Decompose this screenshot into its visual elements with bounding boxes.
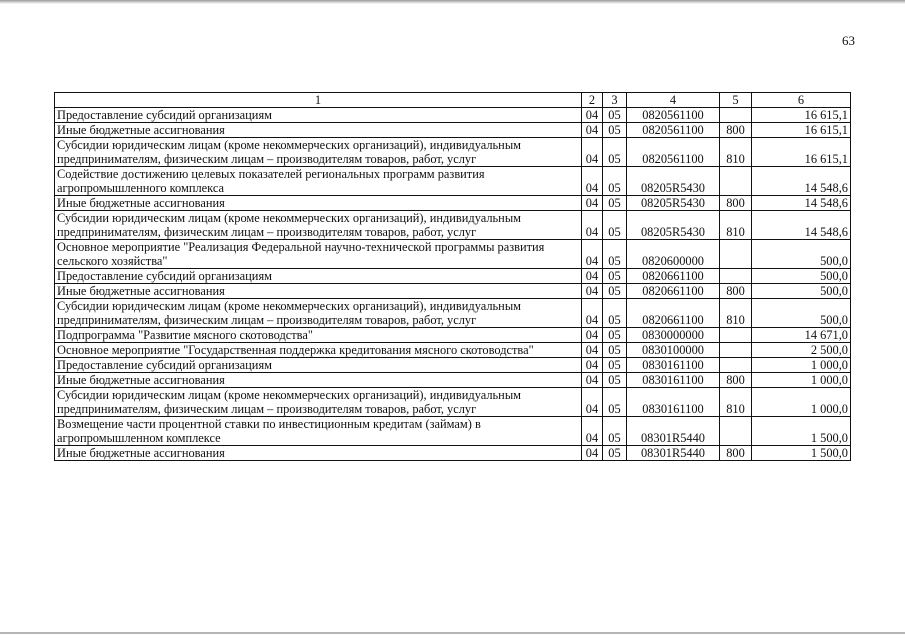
- table-row: [55, 240, 851, 269]
- row-amount-cell: 14 548,6: [752, 196, 851, 211]
- row-target-article-cell: 0830161100: [627, 388, 720, 417]
- row-name-cell: Предоставление субсидий организациям: [55, 108, 582, 123]
- row-expense-type-cell: 800: [720, 446, 752, 461]
- row-section-cell: 04: [582, 138, 603, 167]
- row-section-cell: 04: [582, 343, 603, 358]
- header-col-6: 6: [752, 93, 851, 108]
- row-amount-cell: 1 000,0: [752, 358, 851, 373]
- row-expense-type-cell: 800: [720, 373, 752, 388]
- row-subsection-cell: 05: [603, 167, 627, 196]
- row-amount-cell: 1 000,0: [752, 388, 851, 417]
- row-name-cell: Подпрограмма "Развитие мясного скотоводства": [55, 328, 582, 343]
- row-target-article-cell: 0820661100: [627, 284, 720, 299]
- table-row: [55, 269, 851, 284]
- row-subsection-cell: 05: [603, 108, 627, 123]
- row-subsection-cell: 05: [603, 123, 627, 138]
- row-expense-type-cell: 810: [720, 138, 752, 167]
- row-section-cell: 04: [582, 284, 603, 299]
- row-subsection-cell: 05: [603, 328, 627, 343]
- table-row: [55, 373, 851, 388]
- row-expense-type-cell: 800: [720, 284, 752, 299]
- row-name-cell: Иные бюджетные ассигнования: [55, 446, 582, 461]
- header-col-4: 4: [627, 93, 720, 108]
- row-expense-type-cell: [720, 240, 752, 269]
- row-subsection-cell: 05: [603, 417, 627, 446]
- row-amount-cell: 500,0: [752, 299, 851, 328]
- row-amount-cell: 2 500,0: [752, 343, 851, 358]
- row-name-cell: Основное мероприятие "Реализация Федеральной научно-технической программы развития сельского хозяйства": [55, 240, 582, 269]
- table-row: [55, 299, 851, 328]
- table-row: [55, 138, 851, 167]
- header-col-2: 2: [582, 93, 603, 108]
- row-target-article-cell: 0820561100: [627, 108, 720, 123]
- table-row: [55, 108, 851, 123]
- row-name-cell: Содействие достижению целевых показателей региональных программ развития агропромышленного комплекса: [55, 167, 582, 196]
- row-section-cell: 04: [582, 167, 603, 196]
- row-section-cell: 04: [582, 388, 603, 417]
- row-target-article-cell: 0820600000: [627, 240, 720, 269]
- row-expense-type-cell: [720, 328, 752, 343]
- row-target-article-cell: 08205R5430: [627, 196, 720, 211]
- row-expense-type-cell: [720, 167, 752, 196]
- row-expense-type-cell: 810: [720, 299, 752, 328]
- row-subsection-cell: 05: [603, 358, 627, 373]
- row-expense-type-cell: [720, 343, 752, 358]
- row-name-cell: Основное мероприятие "Государственная поддержка кредитования мясного скотоводства": [55, 343, 582, 358]
- table-row: [55, 446, 851, 461]
- row-target-article-cell: 0820661100: [627, 299, 720, 328]
- row-target-article-cell: 08205R5430: [627, 211, 720, 240]
- row-section-cell: 04: [582, 123, 603, 138]
- row-section-cell: 04: [582, 373, 603, 388]
- row-target-article-cell: 0830161100: [627, 358, 720, 373]
- row-section-cell: 04: [582, 269, 603, 284]
- row-target-article-cell: 0830000000: [627, 328, 720, 343]
- row-section-cell: 04: [582, 211, 603, 240]
- row-expense-type-cell: [720, 269, 752, 284]
- row-section-cell: 04: [582, 196, 603, 211]
- row-subsection-cell: 05: [603, 211, 627, 240]
- row-target-article-cell: 0830161100: [627, 373, 720, 388]
- row-name-cell: Субсидии юридическим лицам (кроме некоммерческих организаций), индивидуальным предпринимателям, физическим лицам – производителям товаров, работ, услуг: [55, 211, 582, 240]
- row-section-cell: 04: [582, 328, 603, 343]
- row-section-cell: 04: [582, 358, 603, 373]
- row-amount-cell: 14 548,6: [752, 167, 851, 196]
- row-expense-type-cell: [720, 108, 752, 123]
- row-subsection-cell: 05: [603, 196, 627, 211]
- table-row: [55, 123, 851, 138]
- header-row: [55, 93, 851, 108]
- row-subsection-cell: 05: [603, 343, 627, 358]
- row-name-cell: Предоставление субсидий организациям: [55, 358, 582, 373]
- row-expense-type-cell: [720, 358, 752, 373]
- row-section-cell: 04: [582, 108, 603, 123]
- row-expense-type-cell: 810: [720, 388, 752, 417]
- row-subsection-cell: 05: [603, 240, 627, 269]
- table-row: [55, 328, 851, 343]
- table-row: [55, 284, 851, 299]
- header-col-3: 3: [603, 93, 627, 108]
- row-amount-cell: 500,0: [752, 240, 851, 269]
- row-expense-type-cell: 810: [720, 211, 752, 240]
- row-amount-cell: 500,0: [752, 284, 851, 299]
- row-amount-cell: 1 500,0: [752, 446, 851, 461]
- row-name-cell: Субсидии юридическим лицам (кроме некоммерческих организаций), индивидуальным предпринимателям, физическим лицам – производителям товаров, работ, услуг: [55, 388, 582, 417]
- header-col-1: 1: [55, 93, 582, 108]
- scan-edge-bottom: [0, 632, 905, 634]
- row-name-cell: Иные бюджетные ассигнования: [55, 284, 582, 299]
- row-section-cell: 04: [582, 299, 603, 328]
- row-expense-type-cell: 800: [720, 123, 752, 138]
- row-section-cell: 04: [582, 240, 603, 269]
- row-amount-cell: 16 615,1: [752, 108, 851, 123]
- row-name-cell: Предоставление субсидий организациям: [55, 269, 582, 284]
- table-row: [55, 358, 851, 373]
- row-name-cell: Иные бюджетные ассигнования: [55, 196, 582, 211]
- row-target-article-cell: 0820561100: [627, 138, 720, 167]
- row-name-cell: Субсидии юридическим лицам (кроме некоммерческих организаций), индивидуальным предпринимателям, физическим лицам – производителям товаров, работ, услуг: [55, 299, 582, 328]
- table-row: [55, 417, 851, 446]
- row-subsection-cell: 05: [603, 138, 627, 167]
- row-amount-cell: 16 615,1: [752, 138, 851, 167]
- row-amount-cell: 1 500,0: [752, 417, 851, 446]
- row-name-cell: Иные бюджетные ассигнования: [55, 123, 582, 138]
- row-target-article-cell: 08301R5440: [627, 446, 720, 461]
- row-subsection-cell: 05: [603, 299, 627, 328]
- row-amount-cell: 14 671,0: [752, 328, 851, 343]
- row-expense-type-cell: [720, 417, 752, 446]
- table-header: [55, 93, 851, 108]
- budget-table: [54, 92, 851, 461]
- row-subsection-cell: 05: [603, 284, 627, 299]
- row-subsection-cell: 05: [603, 373, 627, 388]
- row-target-article-cell: 08301R5440: [627, 417, 720, 446]
- row-target-article-cell: 0830100000: [627, 343, 720, 358]
- row-target-article-cell: 0820661100: [627, 269, 720, 284]
- row-amount-cell: 14 548,6: [752, 211, 851, 240]
- row-amount-cell: 16 615,1: [752, 123, 851, 138]
- row-target-article-cell: 0820561100: [627, 123, 720, 138]
- row-section-cell: 04: [582, 417, 603, 446]
- table-row: [55, 388, 851, 417]
- page-number: 63: [842, 33, 855, 48]
- row-name-cell: Иные бюджетные ассигнования: [55, 373, 582, 388]
- header-col-5: 5: [720, 93, 752, 108]
- row-subsection-cell: 05: [603, 446, 627, 461]
- table-row: [55, 196, 851, 211]
- row-amount-cell: 500,0: [752, 269, 851, 284]
- row-subsection-cell: 05: [603, 388, 627, 417]
- table-row: [55, 343, 851, 358]
- table-row: [55, 211, 851, 240]
- row-name-cell: Субсидии юридическим лицам (кроме некоммерческих организаций), индивидуальным предпринимателям, физическим лицам – производителям товаров, работ, услуг: [55, 138, 582, 167]
- scan-edge-top: [0, 0, 905, 4]
- row-name-cell: Возмещение части процентной ставки по инвестиционным кредитам (займам) в агропромышленном комплексе: [55, 417, 582, 446]
- table-body: [55, 108, 851, 461]
- table-row: [55, 167, 851, 196]
- row-subsection-cell: 05: [603, 269, 627, 284]
- row-amount-cell: 1 000,0: [752, 373, 851, 388]
- row-target-article-cell: 08205R5430: [627, 167, 720, 196]
- row-section-cell: 04: [582, 446, 603, 461]
- row-expense-type-cell: 800: [720, 196, 752, 211]
